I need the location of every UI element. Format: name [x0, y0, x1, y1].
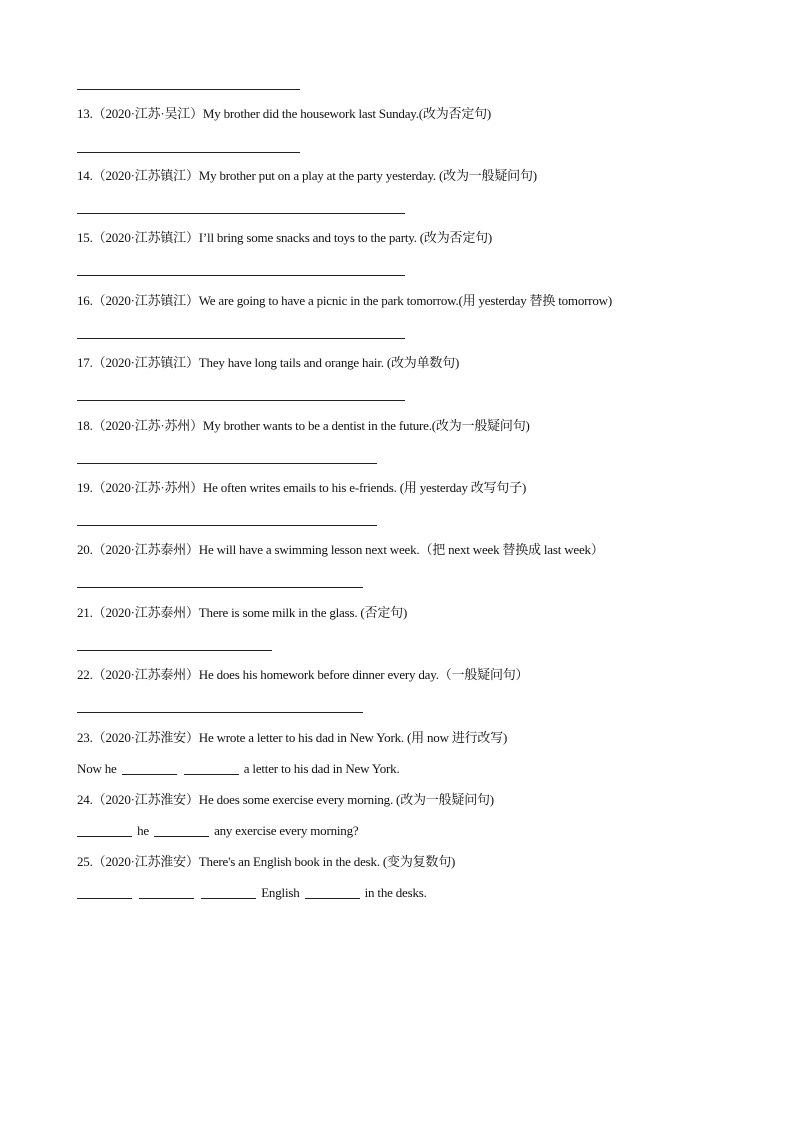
question-21: 21.（2020·江苏泰州）There is some milk in the glass. (否定句) — [77, 605, 408, 620]
answer-line-22[interactable] — [77, 712, 363, 713]
question-19: 19.（2020·江苏·苏州）He often writes emails to his e-friends. (用 yesterday 改写句子) — [77, 480, 527, 495]
question-25: 25.（2020·江苏淮安）There's an English book in the desk. (变为复数句) — [77, 854, 456, 869]
fill-line-25 — [77, 884, 427, 902]
question-18: 18.（2020·江苏·苏州）My brother wants to be a dentist in the future.(改为一般疑问句) — [77, 418, 530, 433]
answer-line-19[interactable] — [77, 525, 377, 526]
blank-25-2[interactable] — [139, 885, 194, 899]
question-14: 14.（2020·江苏镇江）My brother put on a play at the party yesterday. (改为一般疑问句) — [77, 168, 537, 183]
fill-23-prefix: Now he — [77, 761, 117, 776]
question-20: 20.（2020·江苏泰州）He will have a swimming lesson next week.（把 next week 替换成 last week） — [77, 542, 604, 557]
answer-line-13[interactable] — [77, 152, 300, 153]
question-22: 22.（2020·江苏泰州）He does his homework before dinner every day.（一般疑问句） — [77, 667, 529, 682]
fill-25-middle: English — [261, 885, 300, 900]
blank-23-2[interactable] — [184, 761, 239, 775]
fill-23-suffix: a letter to his dad in New York. — [243, 761, 400, 776]
blank-24-2[interactable] — [154, 823, 209, 837]
answer-line-16[interactable] — [77, 338, 405, 339]
blank-23-1[interactable] — [122, 761, 177, 775]
question-24: 24.（2020·江苏淮安）He does some exercise every morning. (改为一般疑问句) — [77, 792, 494, 807]
blank-25-4[interactable] — [305, 885, 360, 899]
fill-24-suffix: any exercise every morning? — [214, 823, 359, 838]
blank-25-1[interactable] — [77, 885, 132, 899]
fill-line-23 — [77, 760, 400, 778]
answer-line-20[interactable] — [77, 587, 363, 588]
answer-line-14[interactable] — [77, 213, 405, 214]
answer-line-15[interactable] — [77, 275, 405, 276]
fill-24-middle: he — [137, 823, 149, 838]
question-13: 13.（2020·江苏·吴江）My brother did the housework last Sunday.(改为否定句) — [77, 106, 492, 121]
question-16: 16.（2020·江苏镇江）We are going to have a picnic in the park tomorrow.(用 yesterday 替换 tomorrow) — [77, 293, 613, 308]
answer-line-18[interactable] — [77, 463, 377, 464]
answer-line-21[interactable] — [77, 650, 272, 651]
question-17: 17.（2020·江苏镇江）They have long tails and orange hair. (改为单数句) — [77, 355, 460, 370]
blank-24-1[interactable] — [77, 823, 132, 837]
fill-line-24 — [77, 822, 358, 840]
question-23: 23.（2020·江苏淮安）He wrote a letter to his dad in New York. (用 now 进行改写) — [77, 730, 508, 745]
blank-25-3[interactable] — [201, 885, 256, 899]
answer-line-17[interactable] — [77, 400, 405, 401]
fill-25-suffix: in the desks. — [364, 885, 427, 900]
answer-line-12[interactable] — [77, 89, 300, 90]
question-15: 15.（2020·江苏镇江）I’ll bring some snacks and toys to the party. (改为否定句) — [77, 230, 493, 245]
